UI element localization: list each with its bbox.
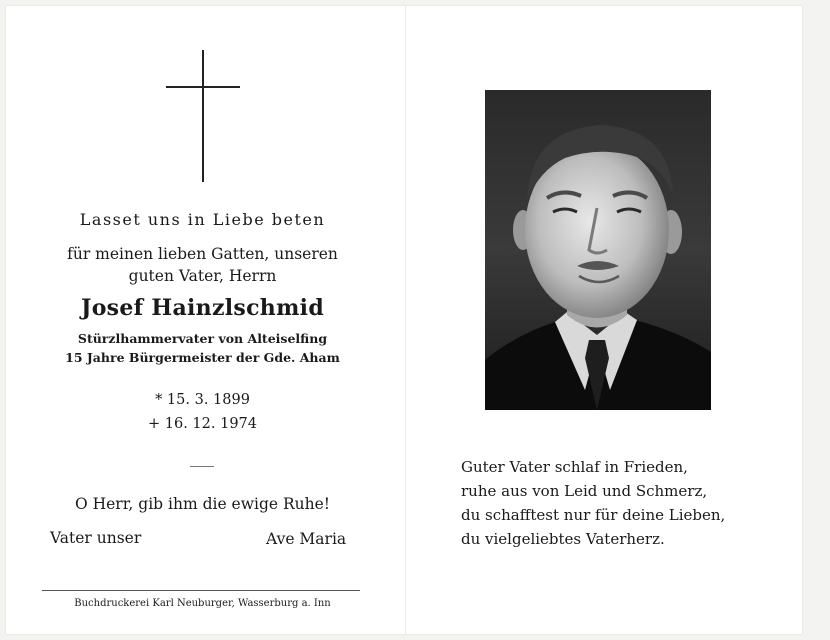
footer-rule [42, 590, 360, 591]
right-panel [405, 0, 830, 640]
deceased-name: Josef Hainzlschmid [80, 295, 325, 321]
subtitle-mayor: 15 Jahre Bürgermeister der Gde. Aham [65, 350, 340, 365]
prayer-line: Lasset uns in Liebe beten [79, 210, 326, 229]
subtitle-farm: Stürzlhammervater von Alteiselfing [77, 331, 328, 346]
poem-line-1: Guter Vater schlaf in Frieden, [461, 458, 688, 476]
poem [461, 455, 725, 551]
prayer-ave-maria: Ave Maria [266, 530, 347, 548]
death-date: + 16. 12. 1974 [148, 416, 257, 432]
poem-line-3: du schafftest nur für deine Lieben, [461, 506, 726, 524]
poem-line-4: du vielgeliebtes Vaterherz. [461, 530, 665, 548]
dedication-line-2: guten Vater, Herrn [128, 267, 277, 285]
portrait-photo [485, 90, 711, 410]
divider-dash [190, 466, 214, 467]
poem-line-2: ruhe aus von Leid und Schmerz, [461, 482, 708, 500]
dedication-line-1: für meinen lieben Gatten, unseren [67, 245, 338, 263]
cross-icon [166, 50, 240, 182]
rest-prayer: O Herr, gib ihm die ewige Ruhe! [74, 495, 331, 513]
printer-credit: Buchdruckerei Karl Neuburger, Wasserburg a. Inn [74, 598, 331, 609]
birth-date: * 15. 3. 1899 [155, 392, 250, 408]
prayer-vater-unser: Vater unser [50, 529, 142, 547]
left-panel [0, 0, 405, 640]
